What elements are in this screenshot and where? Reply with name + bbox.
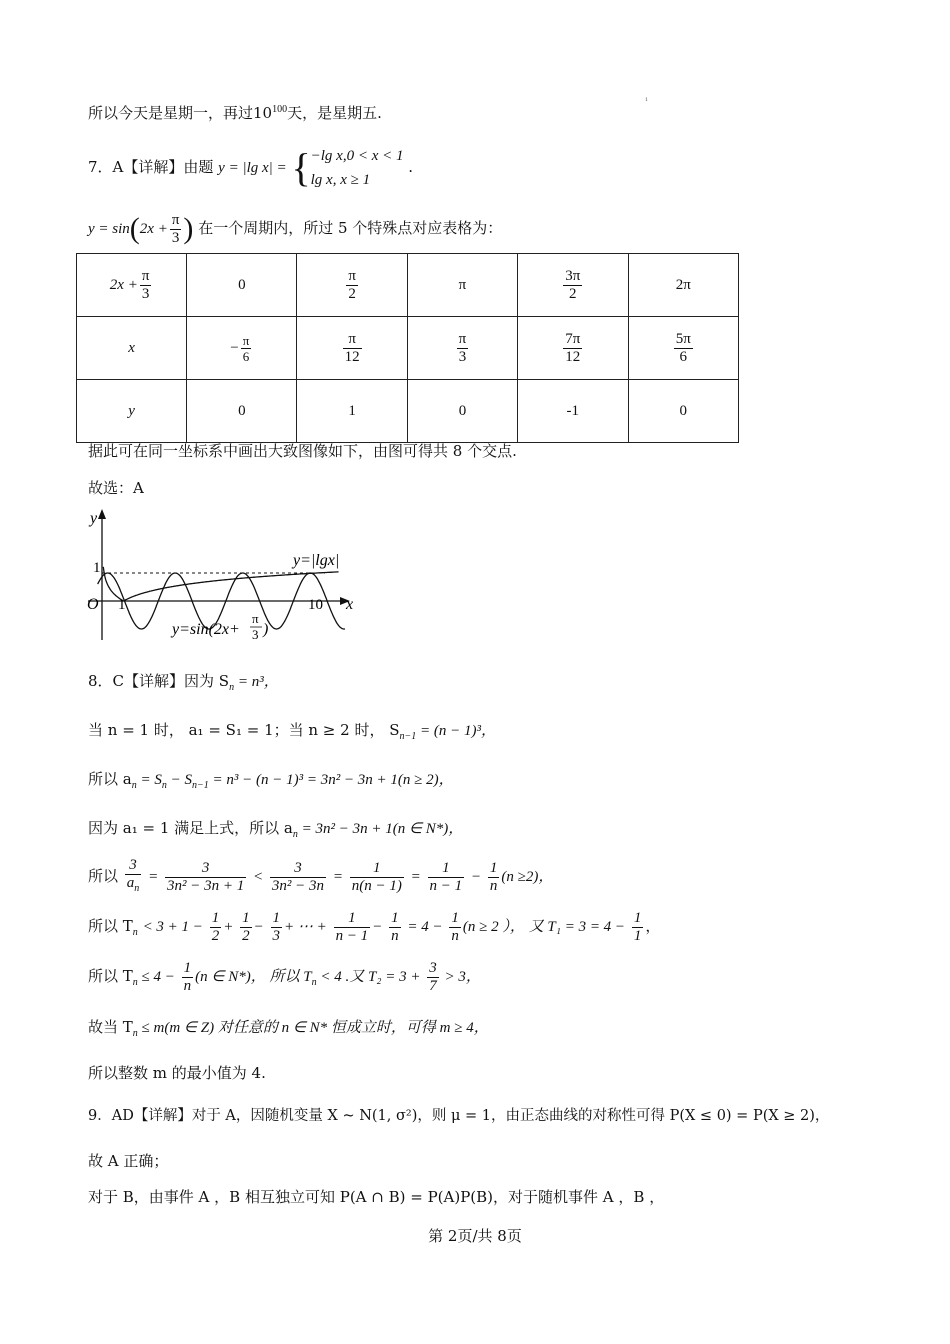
- table-row: [77, 317, 739, 380]
- q8-line-3: 所以 $a_n = S_n - S_{n-1} = n^3 - (n - 1)^3 = 3n^2 - 3n + 1(n \ge 2)$，: [88, 770, 454, 791]
- q9-line-2: 故 A 正确；: [88, 1152, 169, 1170]
- pi-over-3: [140, 268, 152, 303]
- header-expr: 2x +: [109, 276, 138, 293]
- origin-label: O: [87, 596, 99, 613]
- table-row: [77, 254, 739, 317]
- case-1: −lg x,0 < x < 1: [310, 148, 404, 164]
- q8-l3-mid: = S: [136, 772, 162, 788]
- stray-mark: 1: [645, 97, 649, 103]
- table-cell: 0: [407, 380, 517, 443]
- frac: $\frac{3}{a_n}$: [126, 857, 140, 894]
- table-cell: 2π: [628, 254, 739, 317]
- frac: $\frac{1}{n}$: [391, 909, 399, 944]
- frac-num: π: [141, 267, 150, 284]
- q8-l6-pre: 所以 T: [88, 917, 133, 935]
- frac: $\frac{3}{7}$: [429, 959, 437, 994]
- q8-line-1: [88, 670, 279, 699]
- tick-x-10: 10: [308, 597, 323, 613]
- page-footer: 第 2页/共 8页: [428, 1227, 522, 1245]
- frac: $\frac{1}{1}$: [633, 909, 642, 944]
- intro-end: 天，是星期五.: [287, 104, 382, 122]
- paren-open: (: [129, 212, 140, 245]
- subscript: n−1: [399, 731, 417, 742]
- q7-heading: [88, 143, 413, 192]
- sin-intro-line: [88, 208, 502, 249]
- function-graph: [80, 505, 370, 645]
- q8-l7-pre: 所以 T: [88, 967, 133, 985]
- row-label-y: y: [77, 380, 187, 443]
- label-pi: π: [252, 611, 259, 626]
- tick-y-1: 1: [93, 560, 101, 576]
- q8-l6-end: ，: [645, 917, 661, 935]
- table-cell: [518, 317, 628, 380]
- q8-l7-mid3: < 4 .又 T₂ = 3 +: [316, 969, 421, 985]
- frac: $\frac{1}{2}$: [242, 909, 250, 944]
- q8-l4-text: 因为 a₁ = 1 满足上式，所以 a: [88, 819, 293, 837]
- subscript: n−1: [191, 780, 209, 791]
- frac-num: π: [171, 211, 180, 228]
- paragraph-intro: [88, 99, 382, 124]
- q8-line-8: 故当 $T_n \le m(m$ ∈ Z) 对任意的 n ∈ N* 恒成立时，可得 m ≥ 4，: [88, 1018, 489, 1039]
- q8-l6-tail-a: = 4 −: [407, 919, 443, 935]
- lg-curve-label: y=|lgx|: [293, 552, 340, 569]
- sin-intro-text: 在一个周期内，所过 5 个特殊点对应表格为：: [198, 219, 503, 237]
- cell-fraction: $\frac{\pi}{2}$: [348, 267, 356, 302]
- row-label-x: x: [77, 317, 187, 380]
- q8-l7-end: > 3，: [440, 969, 481, 985]
- subscript: n: [229, 682, 235, 693]
- header-cell: [77, 254, 187, 317]
- case-2: lg x, x ≥ 1: [310, 172, 371, 188]
- q9-line-1: 9．AD【详解】对于 A，因随机变量 X ~ N(1, σ²)，则 μ = 1，由正态曲线的对称性可得 P(X ≤ 0) = P(X ≥ 2)，: [88, 1108, 830, 1124]
- intro-text: 所以今天是星期一，再过10: [88, 104, 273, 122]
- minus-sign: −: [230, 339, 239, 356]
- frac: $\frac{1}{n - 1}$: [429, 859, 463, 894]
- pi-over-3: [170, 212, 182, 247]
- label-close-paren: ): [263, 621, 269, 638]
- tick-x-1: 1: [118, 597, 126, 613]
- q8-l5-pre: 所以: [88, 867, 119, 885]
- q8-l8-end: ≤ m(m ∈ Z) 对任意的 n ∈ N* 恒成立时，可得 m ≥ 4，: [137, 1020, 489, 1036]
- table-cell: 1: [297, 380, 407, 443]
- cell-fraction: $\frac{\pi}{12}$: [344, 330, 360, 365]
- cell-fraction: $\frac{5\pi}{6}$: [675, 330, 691, 365]
- table-row: [77, 380, 739, 443]
- lg-curve: [103, 567, 338, 601]
- y-axis-label: y: [90, 510, 98, 527]
- q8-l3-end: = n³ − (n − 1)³ = 3n² − 3n + 1(n ≥ 2)，: [208, 772, 454, 788]
- table-cell: [407, 317, 517, 380]
- q7-lhs: y = |lg x| =: [218, 160, 287, 176]
- q8-l6-tail-b: (n ≥ 2 ）， 又 T₁ = 3 = 4 −: [462, 919, 626, 935]
- frac: $\frac{1}{n}$: [183, 959, 192, 994]
- q7-period: .: [408, 158, 414, 176]
- table-cell: 0: [628, 380, 739, 443]
- table-conclusion: 据此可在同一坐标系中画出大致图像如下，由图可得共 8 个交点.: [88, 442, 517, 460]
- table-cell: π: [407, 254, 517, 317]
- frac: $\frac{1}{n - 1}$: [335, 909, 369, 944]
- q8-l2-end: = (n − 1)³，: [416, 723, 496, 739]
- table-cell: -1: [518, 380, 628, 443]
- sin-curve-label: y=sin(2x+: [172, 621, 240, 638]
- q8-l7-mid: ≤ 4 −: [137, 969, 175, 985]
- subscript: n: [292, 829, 298, 840]
- q8-l3-text: 所以 a: [88, 770, 132, 788]
- cell-fraction: $\frac{\pi}{3}$: [458, 330, 467, 365]
- q9-line-3: 对于 B，由事件 A ，B 相互独立可知 P(A ∩ B) = P(A)P(B)，对于随机事件 A ，B ，: [88, 1188, 665, 1206]
- frac: $\frac{3}{\text{3n² − 3n + 1}}$: [166, 859, 245, 894]
- subscript: n: [131, 780, 137, 791]
- special-points-table: [76, 253, 739, 443]
- q8-line-9: 所以整数 m 的最小值为 4.: [88, 1064, 266, 1082]
- sin-arg: 2x +: [139, 221, 168, 237]
- cell-fraction: $\frac{\pi}{6}$: [242, 332, 250, 364]
- x-axis-label: x: [346, 596, 354, 613]
- label-three: 3: [252, 627, 259, 642]
- table-cell: [187, 317, 297, 380]
- frac: $\frac{1}{3}$: [272, 909, 281, 944]
- exponent: 100: [272, 104, 288, 115]
- paren-close: ): [183, 212, 194, 245]
- table-cell: [518, 254, 628, 317]
- frac-den: 3: [141, 285, 150, 302]
- frac: $\frac{1}{n(n - 1)}$: [351, 859, 402, 894]
- frac-den: 3: [171, 229, 180, 246]
- frac: $\frac{1}{n}$: [489, 859, 498, 894]
- answer-choice: 故选：A: [88, 479, 144, 497]
- q8-l7-mid2: (n ∈ N*)， 所以 T: [195, 969, 312, 985]
- y-arrow: [98, 509, 106, 519]
- q8-l1-end: = n³，: [234, 674, 279, 690]
- table-cell: 0: [187, 254, 297, 317]
- q8-line-6: 所以 $T_n < 3 + 1$ − $\frac{1}{2}$ + $\frac{1}{2}$ − $\frac{1}{3}$ + ⋯ + $\frac{1}{n - 1}$ − $\frac{1}{n}$ = 4 − $\frac{1}{n}$ (n ≥ 2 ）， 又 T₁ = 3 = 4 − $\frac{1}{1}$ ，: [88, 909, 661, 944]
- frac: $\frac{1}{2}$: [211, 909, 220, 944]
- q8-l5-tail: (n ≥2)，: [501, 869, 554, 885]
- q8-line-4: [88, 817, 463, 846]
- q8-l1-text: 8．C【详解】因为 S: [88, 672, 230, 690]
- cell-fraction: $\frac{7\pi}{12}$: [565, 330, 581, 365]
- q8-l4-end: = 3n² − 3n + 1(n ∈ N*)，: [297, 821, 464, 837]
- q8-line-7: 所以 $T_n \le 4$ − $\frac{1}{n}$ (n ∈ N*)， 所以 $T_n < 4$ .又 T₂ = 3 + $\frac{3}{7}$ > 3，: [88, 959, 481, 994]
- frac: $\frac{1}{n}$: [451, 909, 459, 944]
- table-cell: [297, 317, 407, 380]
- q8-line-5: 所以 $\frac{3}{a_n}$ = $\frac{3}{\text{3n² − 3n + 1}}$ < $\frac{3}{\text{3n² − 3n}}$ = $\frac{1}{n(n - 1)}$ = $\frac{1}{n - 1}$ − $\frac{1}{n}$ (n ≥2)，: [88, 856, 553, 897]
- q8-l8-text: 故当 T: [88, 1018, 133, 1036]
- sin-func: y = sin: [88, 221, 130, 237]
- brace: {: [291, 145, 311, 190]
- table-cell: 0: [187, 380, 297, 443]
- table-cell: [628, 317, 739, 380]
- q7-label: 7．A【详解】由题: [88, 158, 214, 176]
- subscript: n: [161, 780, 167, 791]
- q8-line-2: [88, 719, 496, 748]
- cell-fraction: $\frac{3\pi}{2}$: [565, 267, 581, 302]
- frac: $\frac{3}{\text{3n² − 3n}}$: [271, 859, 325, 894]
- piecewise-cases: [311, 144, 404, 192]
- q8-l2-text: 当 n = 1 时， a₁ = S₁ = 1；当 n ≥ 2 时， S: [88, 721, 400, 739]
- table-cell: [297, 254, 407, 317]
